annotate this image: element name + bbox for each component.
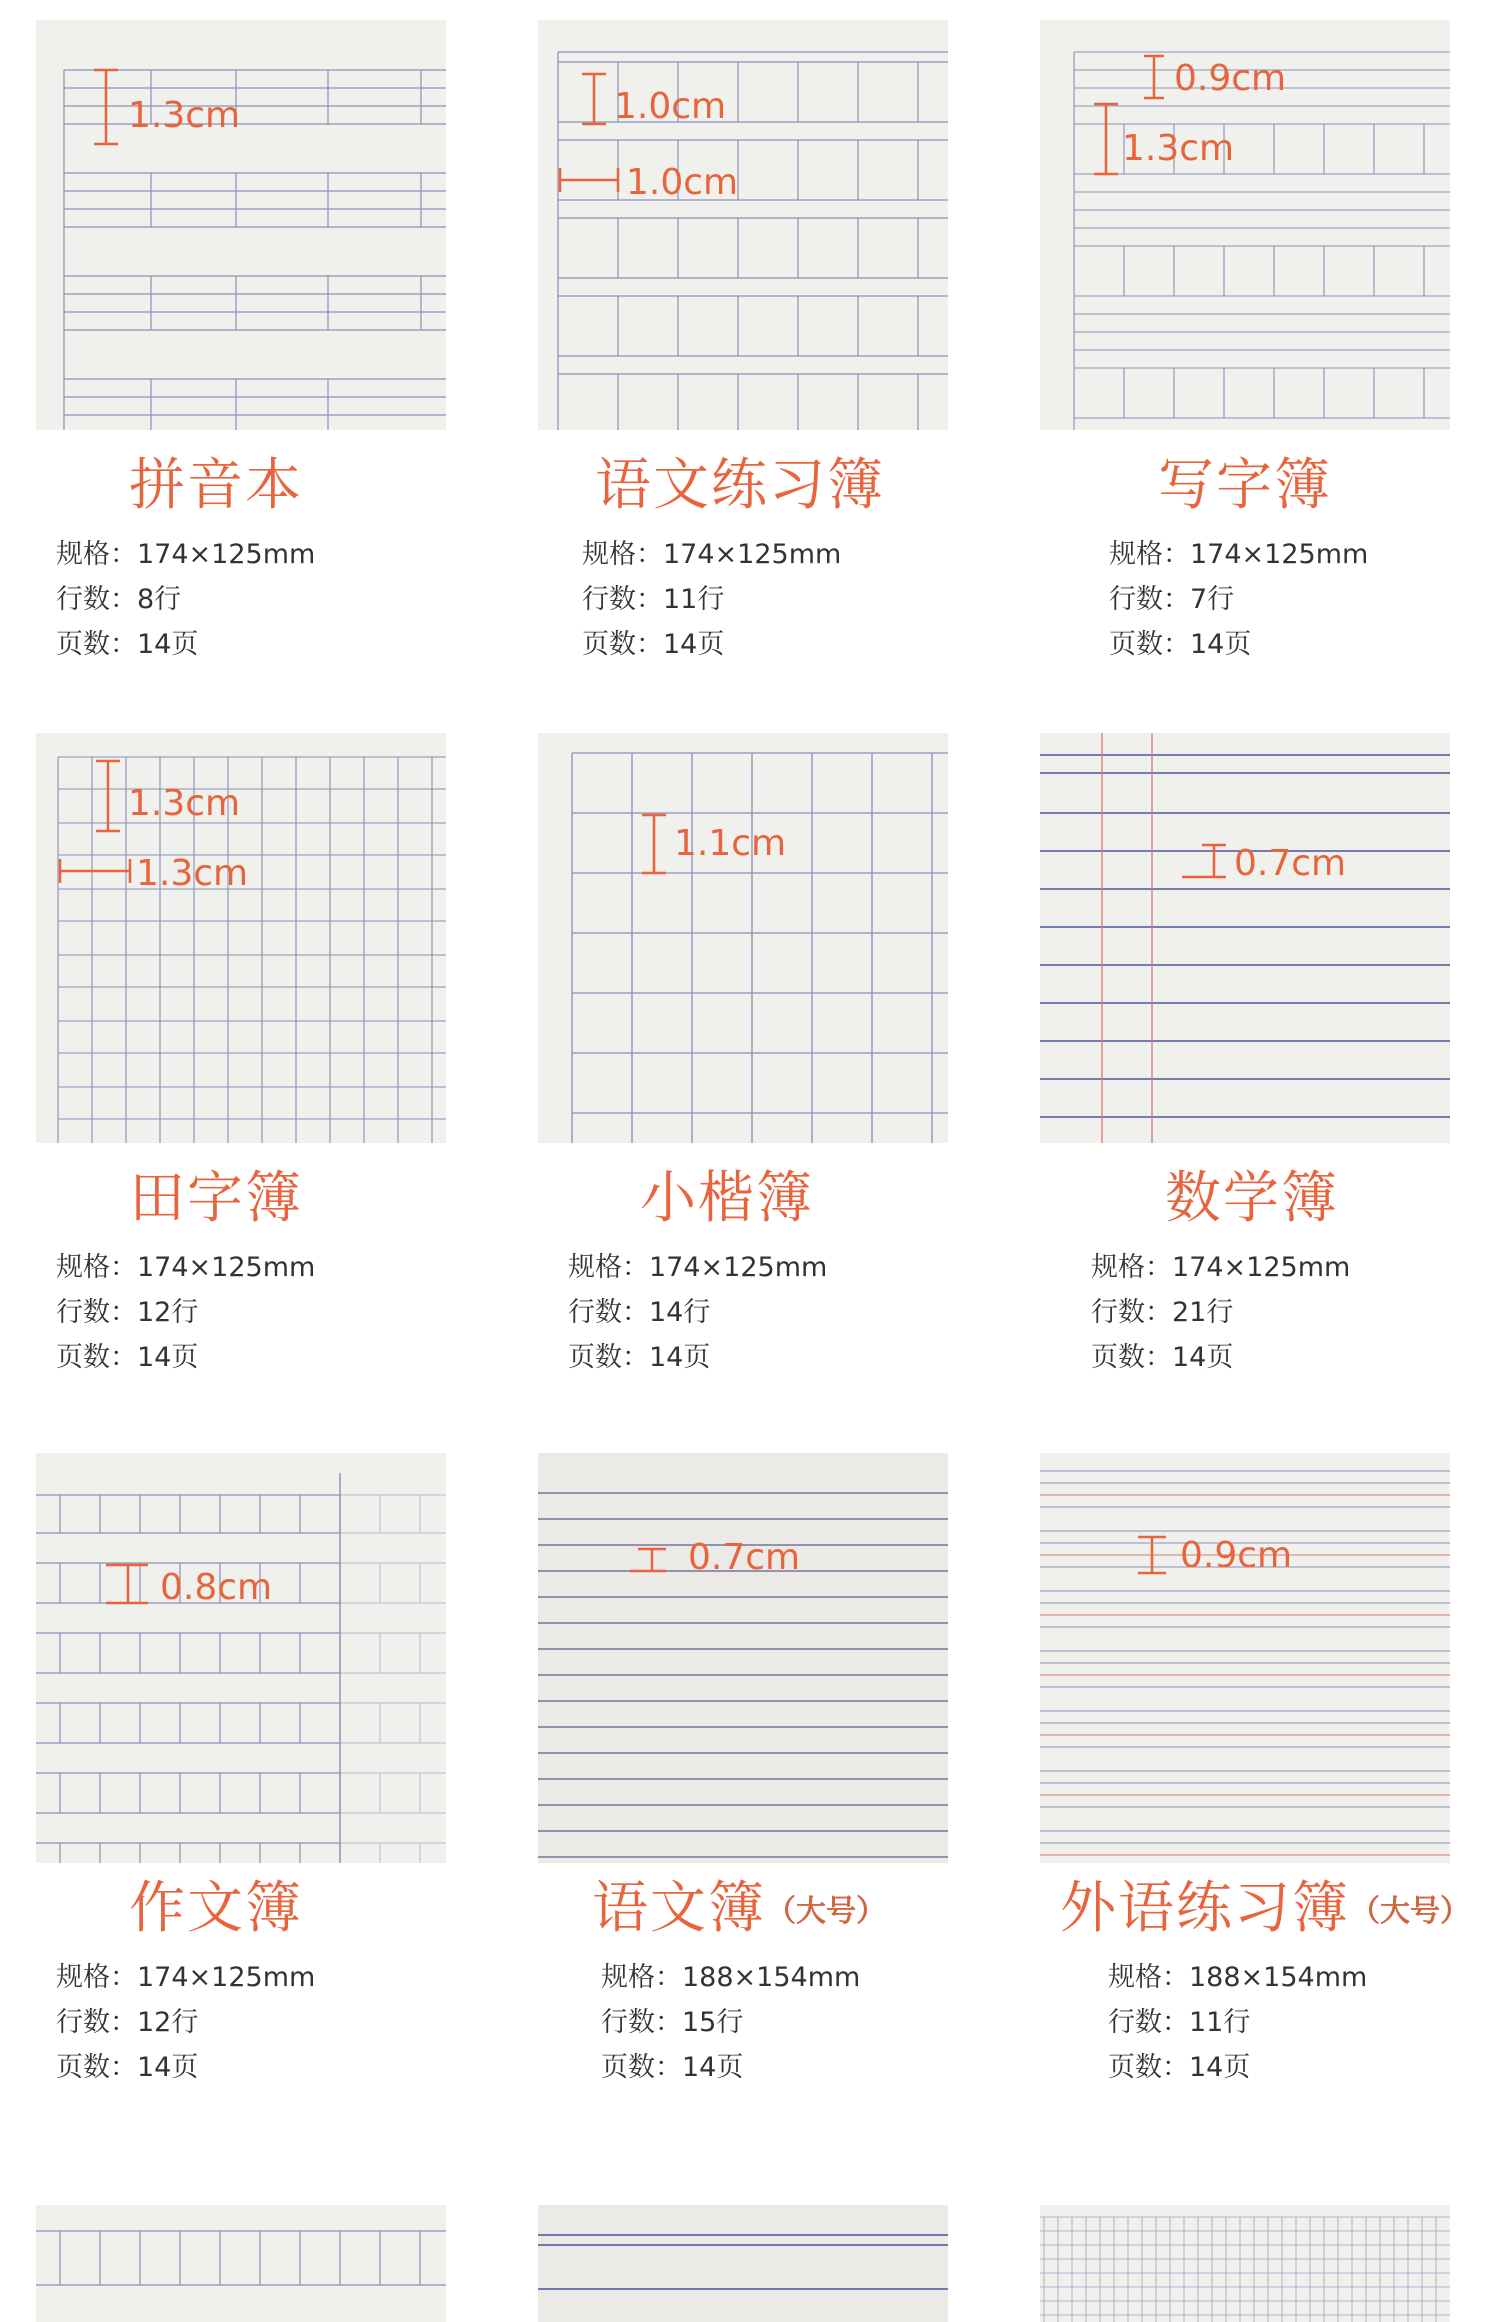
product-title-chinese-practice — [595, 455, 885, 520]
spec-size: 规格：188×154mm — [1108, 1962, 1368, 1993]
product-specs-composition — [56, 1955, 315, 2090]
measure-label: 1.0cm — [626, 162, 739, 203]
spec-rows: 行数：11行 — [1108, 2007, 1251, 2038]
measure-label: 1.1cm — [674, 823, 787, 864]
measure-label: 1.0cm — [614, 86, 727, 127]
measure-label: 1.3cm — [136, 853, 249, 894]
paper-preview-xiaokai — [538, 733, 948, 1143]
measure-label: 0.7cm — [1234, 843, 1347, 884]
title-text: 小楷簿 — [640, 1166, 814, 1231]
title-suffix: （大号） — [1350, 1894, 1470, 1929]
title-text: 田字簿 — [129, 1166, 303, 1231]
spec-rows: 行数：8行 — [56, 584, 182, 615]
spec-pages: 页数：14页 — [56, 629, 199, 660]
product-title-math — [1165, 1168, 1339, 1233]
title-text: 语文练习簿 — [595, 453, 885, 518]
title-text: 数学簿 — [1165, 1166, 1339, 1231]
product-specs-chinese-practice — [582, 532, 841, 667]
spec-size: 规格：174×125mm — [582, 539, 842, 570]
spec-pages: 页数：14页 — [1091, 1342, 1234, 1373]
paper-preview-partial-3 — [1040, 2205, 1450, 2322]
paper-preview-partial-1 — [36, 2205, 446, 2322]
spec-pages: 页数：14页 — [601, 2052, 744, 2083]
paper-preview-writing — [1040, 20, 1450, 430]
spec-pages: 页数：14页 — [56, 1342, 199, 1373]
paper-preview-partial-2 — [538, 2205, 948, 2322]
product-title-chinese-large — [592, 1878, 886, 1943]
spec-rows: 行数：7行 — [1109, 584, 1235, 615]
spec-size: 规格：188×154mm — [601, 1962, 861, 1993]
product-title-tianzi — [129, 1168, 303, 1233]
product-specs-chinese-large — [601, 1955, 860, 2090]
title-text: 写字簿 — [1158, 453, 1332, 518]
product-title-pinyin — [129, 455, 303, 520]
spec-rows: 行数：14行 — [568, 1297, 711, 1328]
paper-preview-pinyin — [36, 20, 446, 430]
spec-pages: 页数：14页 — [56, 2052, 199, 2083]
product-title-composition — [129, 1878, 303, 1943]
title-text: 语文簿 — [592, 1876, 766, 1941]
title-suffix: （大号） — [766, 1894, 886, 1929]
spec-rows: 行数：11行 — [582, 584, 725, 615]
product-title-writing — [1158, 455, 1332, 520]
product-title-foreign-language — [1060, 1878, 1470, 1943]
measure-label: 1.3cm — [128, 783, 241, 824]
spec-size: 规格：174×125mm — [56, 1252, 316, 1283]
product-specs-writing — [1109, 532, 1368, 667]
title-text: 外语练习簿 — [1060, 1876, 1350, 1941]
paper-preview-foreign-language — [1040, 1453, 1450, 1863]
measure-label: 0.7cm — [688, 1537, 801, 1578]
spec-rows: 行数：21行 — [1091, 1297, 1234, 1328]
spec-pages: 页数：14页 — [1108, 2052, 1251, 2083]
title-text: 拼音本 — [129, 453, 303, 518]
paper-preview-composition — [36, 1453, 446, 1863]
measure-label: 1.3cm — [128, 95, 241, 136]
spec-rows: 行数：12行 — [56, 2007, 199, 2038]
measure-label: 0.8cm — [160, 1567, 273, 1608]
measure-label: 0.9cm — [1180, 1535, 1293, 1576]
product-specs-pinyin — [56, 532, 315, 667]
paper-preview-math — [1040, 733, 1450, 1143]
spec-size: 规格：174×125mm — [56, 1962, 316, 1993]
paper-preview-chinese-practice — [538, 20, 948, 430]
product-specs-foreign-language — [1108, 1955, 1367, 2090]
spec-rows: 行数：12行 — [56, 1297, 199, 1328]
measure-label: 0.9cm — [1174, 58, 1287, 99]
spec-pages: 页数：14页 — [1109, 629, 1252, 660]
title-text: 作文簿 — [129, 1876, 303, 1941]
paper-preview-tianzi — [36, 733, 446, 1143]
product-specs-math — [1091, 1245, 1350, 1380]
paper-preview-chinese-large — [538, 1453, 948, 1863]
spec-size: 规格：174×125mm — [1091, 1252, 1351, 1283]
spec-size: 规格：174×125mm — [1109, 539, 1369, 570]
product-specs-tianzi — [56, 1245, 315, 1380]
spec-pages: 页数：14页 — [582, 629, 725, 660]
spec-size: 规格：174×125mm — [56, 539, 316, 570]
spec-pages: 页数：14页 — [568, 1342, 711, 1373]
product-specs-xiaokai — [568, 1245, 827, 1380]
measure-label: 1.3cm — [1122, 128, 1235, 169]
spec-size: 规格：174×125mm — [568, 1252, 828, 1283]
product-title-xiaokai — [640, 1168, 814, 1233]
spec-rows: 行数：15行 — [601, 2007, 744, 2038]
